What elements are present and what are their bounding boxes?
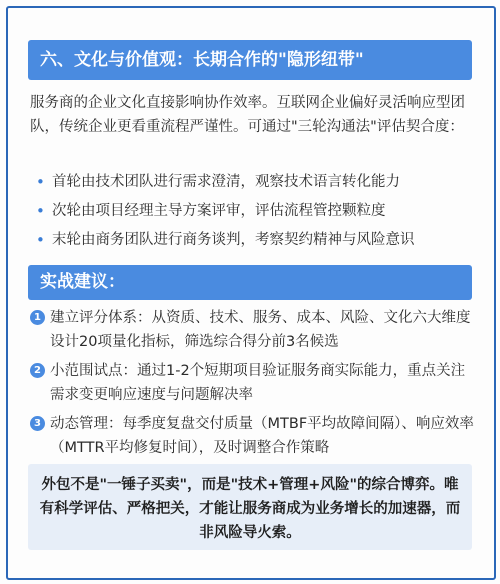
number-2-icon: 2 bbox=[30, 363, 45, 378]
bullet-dot-icon: • bbox=[36, 231, 45, 249]
list-item bbox=[30, 359, 474, 407]
list-item bbox=[30, 197, 474, 226]
bullet-dot-icon: • bbox=[36, 202, 45, 220]
list-item-text: 动态管理：每季度复盘交付质量（MTBF平均故障间隔）、响应效率（MTTR平均修复时间），及时调整合作策略 bbox=[50, 416, 474, 456]
communication-rounds-list bbox=[30, 168, 474, 255]
number-1-icon: 1 bbox=[30, 310, 45, 325]
advice-steps-list bbox=[30, 306, 474, 465]
section-title-culture: 六、文化与价值观：长期合作的"隐形纽带" bbox=[28, 40, 472, 80]
list-item bbox=[30, 168, 474, 197]
list-item-text: 次轮由项目经理主导方案评审，评估流程管控颗粒度 bbox=[52, 203, 386, 219]
list-item-text: 末轮由商务团队进行商务谈判，考察契约精神与风险意识 bbox=[52, 232, 415, 248]
list-item bbox=[30, 412, 474, 460]
list-item bbox=[30, 306, 474, 354]
summary-callout: 外包不是"一锤子买卖"，而是"技术+管理+风险"的综合博弈。唯有科学评估、严格把关，才能让服务商成为业务增长的加速器，而非风险导火索。 bbox=[28, 464, 472, 550]
number-3-icon: 3 bbox=[30, 416, 45, 431]
list-item bbox=[30, 226, 474, 255]
culture-paragraph: 服务商的企业文化直接影响协作效率。互联网企业偏好灵活响应型团队，传统企业更看重流程严谨性。可通过"三轮沟通法"评估契合度： bbox=[30, 95, 465, 135]
list-item-text: 小范围试点：通过1-2个短期项目验证服务商实际能力，重点关注需求变更响应速度与问题解决率 bbox=[50, 363, 466, 403]
section-title-practical-advice: 实战建议： bbox=[28, 265, 472, 300]
list-item-text: 建立评分体系：从资质、技术、服务、成本、风险、文化六大维度设计20项量化指标，筛选综合得分前3名候选 bbox=[50, 310, 471, 350]
bullet-dot-icon: • bbox=[36, 173, 45, 191]
list-item-text: 首轮由技术团队进行需求澄清，观察技术语言转化能力 bbox=[52, 174, 400, 190]
